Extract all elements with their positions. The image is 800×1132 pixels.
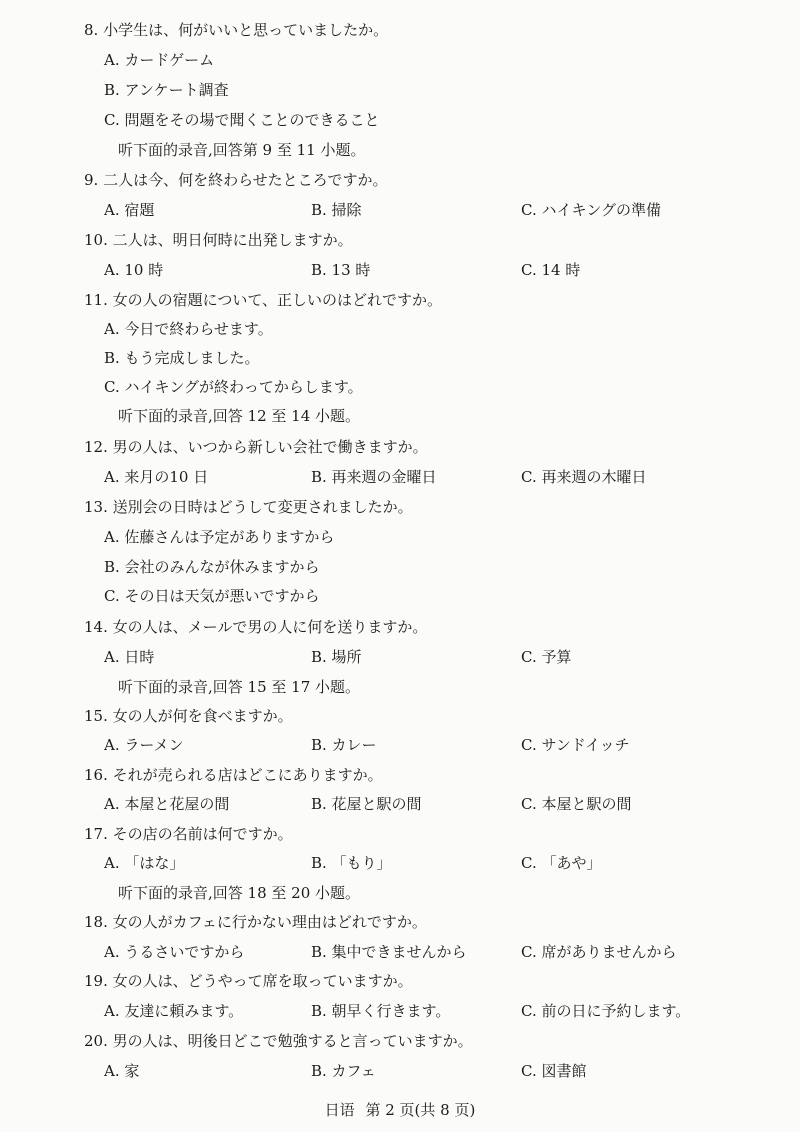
option-9c: C. ハイキングの準備 <box>521 201 662 219</box>
option-12b: B. 再来週の金曜日 <box>311 468 437 486</box>
option-12c: C. 再来週の木曜日 <box>521 468 647 486</box>
option-14a: A. 日時 <box>104 648 155 666</box>
option-13b: B. 会社のみんなが休みますから <box>104 558 320 576</box>
question-16: 16. それが売られる店はどこにありますか。 <box>84 766 383 784</box>
option-18c: C. 席がありませんから <box>521 943 677 961</box>
option-14c: C. 予算 <box>521 648 572 666</box>
option-11c: C. ハイキングが終わってからします。 <box>104 378 363 396</box>
option-13a: A. 佐藤さんは予定がありますから <box>104 528 335 546</box>
instruction-18-20: 听下面的录音,回答 18 至 20 小题。 <box>118 884 361 902</box>
footer-page-number: 第 2 页(共 8 页) <box>365 1101 476 1119</box>
instruction-12-14: 听下面的录音,回答 12 至 14 小题。 <box>118 407 361 425</box>
option-19b: B. 朝早く行きます。 <box>311 1002 451 1020</box>
option-9b: B. 掃除 <box>311 201 362 219</box>
option-10b: B. 13 時 <box>311 261 371 279</box>
option-19c: C. 前の日に予約します。 <box>521 1002 691 1020</box>
question-14: 14. 女の人は、メールで男の人に何を送りますか。 <box>84 618 428 636</box>
option-15a: A. ラーメン <box>104 736 184 754</box>
option-10a: A. 10 時 <box>104 261 164 279</box>
option-15c: C. サンドイッチ <box>521 736 630 754</box>
option-18a: A. うるさいですから <box>104 943 245 961</box>
question-15: 15. 女の人が何を食べますか。 <box>84 707 293 725</box>
question-8: 8. 小学生は、何がいいと思っていましたか。 <box>84 21 389 39</box>
option-16a: A. 本屋と花屋の間 <box>104 795 230 813</box>
question-20: 20. 男の人は、明後日どこで勉強すると言っていますか。 <box>84 1032 473 1050</box>
option-8a: A. カードゲーム <box>104 51 215 69</box>
option-14b: B. 場所 <box>311 648 362 666</box>
option-19a: A. 友達に頼みます。 <box>104 1002 244 1020</box>
option-15b: B. カレー <box>311 736 377 754</box>
option-16b: B. 花屋と駅の間 <box>311 795 422 813</box>
option-8b: B. アンケート調査 <box>104 81 229 99</box>
question-10: 10. 二人は、明日何時に出発しますか。 <box>84 231 353 249</box>
question-13: 13. 送別会の日時はどうして変更されましたか。 <box>84 498 413 516</box>
option-12a: A. 来月の10 日 <box>104 468 209 486</box>
option-13c: C. その日は天気が悪いですから <box>104 587 320 605</box>
footer-subject: 日语 <box>324 1101 355 1119</box>
option-8c: C. 問題をその場で聞くことのできること <box>104 111 380 129</box>
page-footer <box>0 1100 800 1120</box>
option-20a: A. 家 <box>104 1062 140 1080</box>
option-16c: C. 本屋と駅の間 <box>521 795 632 813</box>
option-11a: A. 今日で終わらせます。 <box>104 320 273 338</box>
option-20b: B. カフェ <box>311 1062 376 1080</box>
instruction-9-11: 听下面的录音,回答第 9 至 11 小题。 <box>118 141 366 159</box>
option-17c: C. 「あや」 <box>521 854 602 872</box>
instruction-15-17: 听下面的录音,回答 15 至 17 小题。 <box>118 678 361 696</box>
question-19: 19. 女の人は、どうやって席を取っていますか。 <box>84 972 413 990</box>
question-11: 11. 女の人の宿題について、正しいのはどれですか。 <box>84 291 443 309</box>
question-12: 12. 男の人は、いつから新しい会社で働きますか。 <box>84 438 428 456</box>
option-17b: B. 「もり」 <box>311 854 392 872</box>
question-9: 9. 二人は今、何を終わらせたところですか。 <box>84 171 388 189</box>
option-20c: C. 図書館 <box>521 1062 587 1080</box>
option-9a: A. 宿題 <box>104 201 155 219</box>
question-18: 18. 女の人がカフェに行かない理由はどれですか。 <box>84 913 427 931</box>
option-18b: B. 集中できませんから <box>311 943 467 961</box>
option-17a: A. 「はな」 <box>104 854 185 872</box>
option-10c: C. 14 時 <box>521 261 581 279</box>
option-11b: B. もう完成しました。 <box>104 349 260 367</box>
question-17: 17. その店の名前は何ですか。 <box>84 825 293 843</box>
